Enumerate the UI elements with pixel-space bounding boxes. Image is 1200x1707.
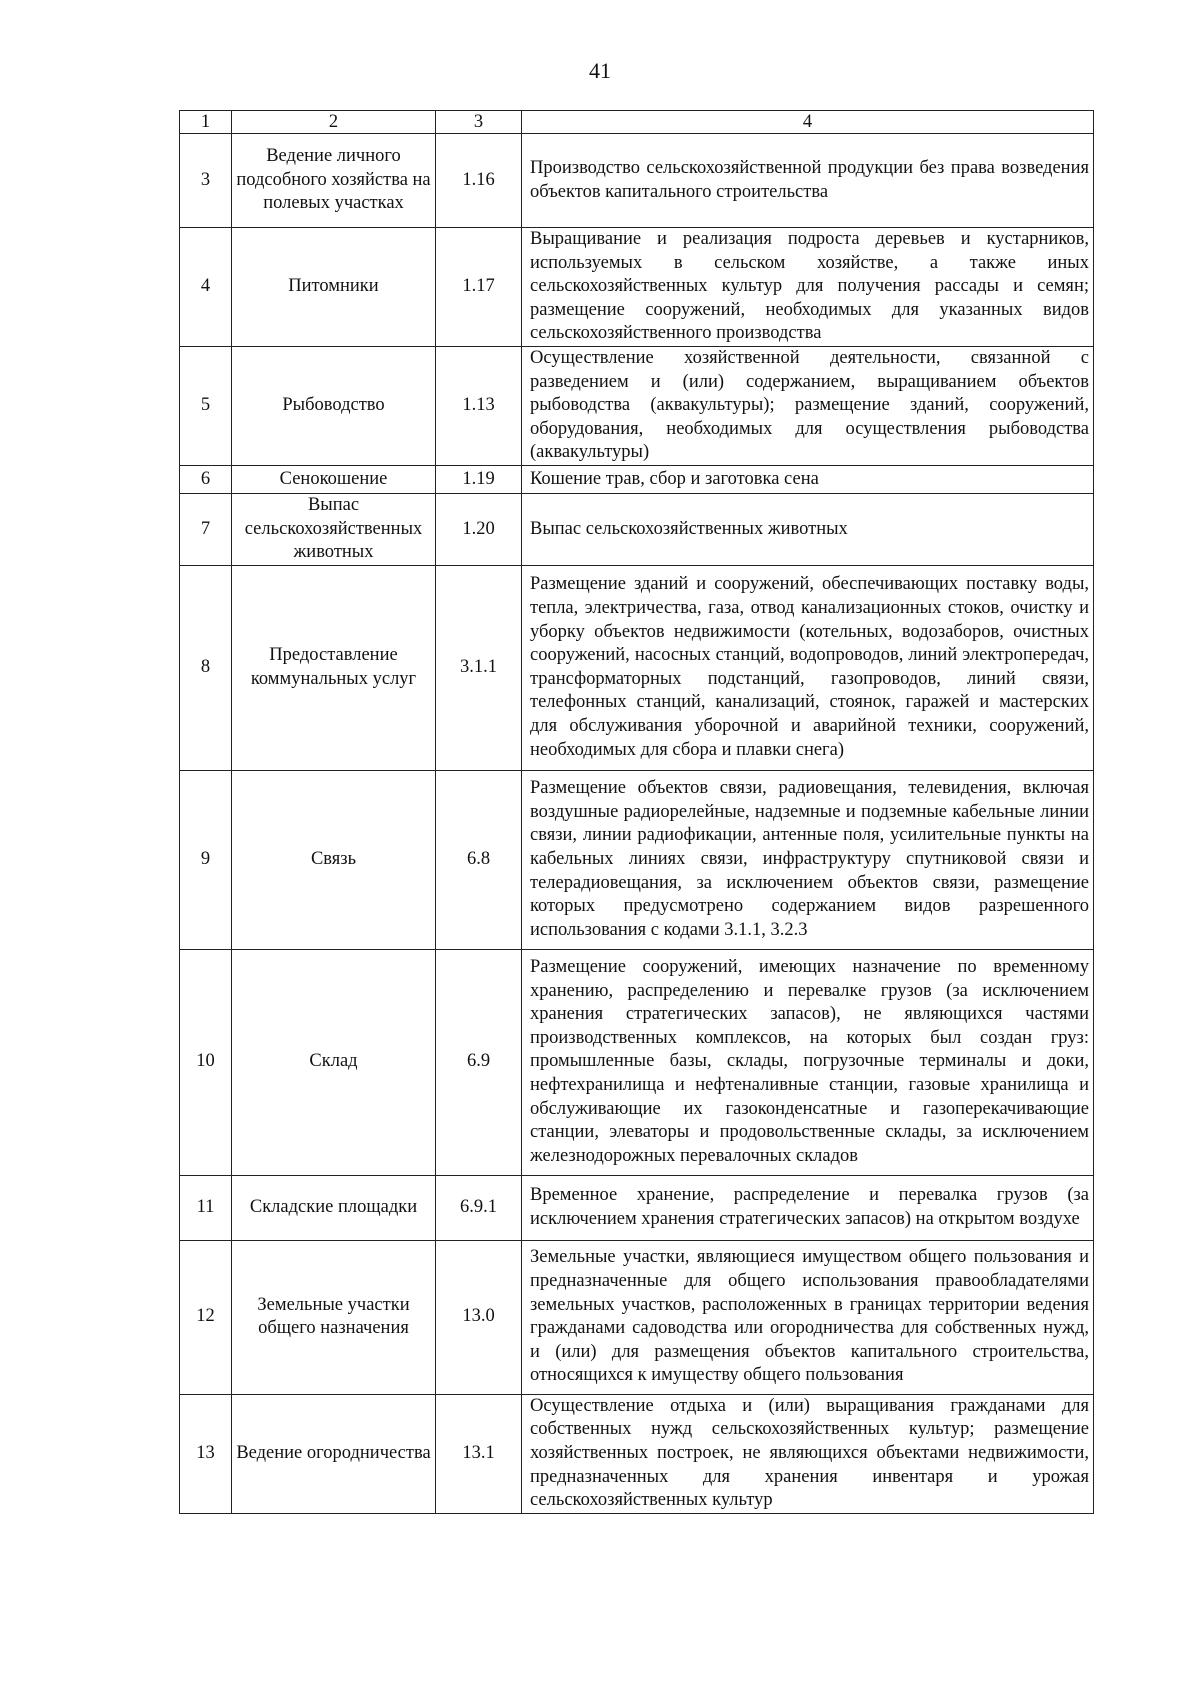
row-number: 12 [180, 1240, 232, 1394]
table-row [180, 1240, 1094, 1394]
table-row [180, 565, 1094, 770]
use-code: 3.1.1 [436, 565, 522, 770]
use-code: 1.16 [436, 134, 522, 228]
use-code: 13.1 [436, 1394, 522, 1513]
use-name: Рыбоводство [232, 346, 436, 465]
use-description: Выращивание и реализация подроста деревьев и кустарников, используемых в сельском хозяйстве, а также иных сельскохозяйственных культур для получения рассады и семян; размещение сооружений, необходимых для указанных видов сельскохозяйственного производства [522, 228, 1094, 347]
table-row [180, 1175, 1094, 1240]
row-number: 6 [180, 465, 232, 493]
table-row [180, 770, 1094, 949]
table-row [180, 346, 1094, 465]
table-row [180, 134, 1094, 228]
row-number: 13 [180, 1394, 232, 1513]
use-code: 6.9.1 [436, 1175, 522, 1240]
row-number: 11 [180, 1175, 232, 1240]
use-name: Сенокошение [232, 465, 436, 493]
row-number: 4 [180, 228, 232, 347]
use-description: Осуществление отдыха и (или) выращивания гражданами для собственных нужд сельскохозяйственных культур; размещение хозяйственных построек, не являющихся объектами недвижимости, предназначенных для хранения инвентаря и урожая сельскохозяйственных культур [522, 1394, 1094, 1513]
use-name: Питомники [232, 228, 436, 347]
use-description: Осуществление хозяйственной деятельности, связанной с разведением и (или) содержанием, выращиванием объектов рыбоводства (аквакультуры); размещение зданий, сооружений, оборудования, необходимых для осуществления рыбоводства (аквакультуры) [522, 346, 1094, 465]
use-description: Размещение сооружений, имеющих назначение по временному хранению, распределению и перевалке грузов (за исключением хранения стратегических запасов), не являющихся частями производственных комплексов, на которых был создан груз: промышленные базы, склады, погрузочные терминалы и доки, нефтехранилища и нефтеналивные станции, газовые хранилища и обслуживающие их газоконденсатные и газоперекачивающие станции, элеваторы и продовольственные склады, за исключением железнодорожных перевалочных складов [522, 949, 1094, 1175]
header-cell: 4 [522, 111, 1094, 134]
use-description: Производство сельскохозяйственной продукции без права возведения объектов капитального строительства [522, 134, 1094, 228]
use-name: Ведение личного подсобного хозяйства на полевых участках [232, 134, 436, 228]
header-cell: 1 [180, 111, 232, 134]
use-code: 1.17 [436, 228, 522, 347]
use-description: Кошение трав, сбор и заготовка сена [522, 465, 1094, 493]
row-number: 8 [180, 565, 232, 770]
use-code: 6.9 [436, 949, 522, 1175]
use-code: 13.0 [436, 1240, 522, 1394]
use-name: Предоставление коммунальных услуг [232, 565, 436, 770]
use-name: Земельные участки общего назначения [232, 1240, 436, 1394]
page-number: 41 [589, 58, 611, 83]
table-row [180, 949, 1094, 1175]
row-number: 9 [180, 770, 232, 949]
use-description: Земельные участки, являющиеся имуществом общего пользования и предназначенные для общего использования правообладателями земельных участков, расположенных в границах территории ведения гражданами садоводства или огородничества для собственных нужд, и (или) для размещения объектов капитального строительства, относящихся к имуществу общего пользования [522, 1240, 1094, 1394]
table-row [180, 1394, 1094, 1513]
table-row [180, 493, 1094, 565]
row-number: 5 [180, 346, 232, 465]
row-number: 3 [180, 134, 232, 228]
use-name: Складские площадки [232, 1175, 436, 1240]
use-name: Склад [232, 949, 436, 1175]
row-number: 10 [180, 949, 232, 1175]
use-code: 1.20 [436, 493, 522, 565]
use-description: Размещение объектов связи, радиовещания, телевидения, включая воздушные радиорелейные, надземные и подземные кабельные линии связи, линии радиофикации, антенные поля, усилительные пункты на кабельных линиях связи, инфраструктуру спутниковой связи и телерадиовещания, за исключением объектов связи, размещение которых предусмотрено содержанием видов разрешенного использования с кодами 3.1.1, 3.2.3 [522, 770, 1094, 949]
use-name: Выпас сельскохозяйственных животных [232, 493, 436, 565]
use-code: 6.8 [436, 770, 522, 949]
use-name: Ведение огородничества [232, 1394, 436, 1513]
table-header-row [180, 111, 1094, 134]
row-number: 7 [180, 493, 232, 565]
land-use-table [179, 110, 1094, 1514]
use-description: Выпас сельскохозяйственных животных [522, 493, 1094, 565]
use-code: 1.13 [436, 346, 522, 465]
use-name: Связь [232, 770, 436, 949]
use-code: 1.19 [436, 465, 522, 493]
use-description: Размещение зданий и сооружений, обеспечивающих поставку воды, тепла, электричества, газа, отвод канализационных стоков, очистку и уборку объектов недвижимости (котельных, водозаборов, очистных сооружений, насосных станций, водопроводов, линий электропередач, трансформаторных подстанций, газопроводов, линий связи, телефонных станций, канализаций, стоянок, гаражей и мастерских для обслуживания уборочной и аварийной техники, сооружений, необходимых для сбора и плавки снега) [522, 565, 1094, 770]
header-cell: 2 [232, 111, 436, 134]
header-cell: 3 [436, 111, 522, 134]
table-row [180, 465, 1094, 493]
table-row [180, 228, 1094, 347]
use-description: Временное хранение, распределение и перевалка грузов (за исключением хранения стратегических запасов) на открытом воздухе [522, 1175, 1094, 1240]
